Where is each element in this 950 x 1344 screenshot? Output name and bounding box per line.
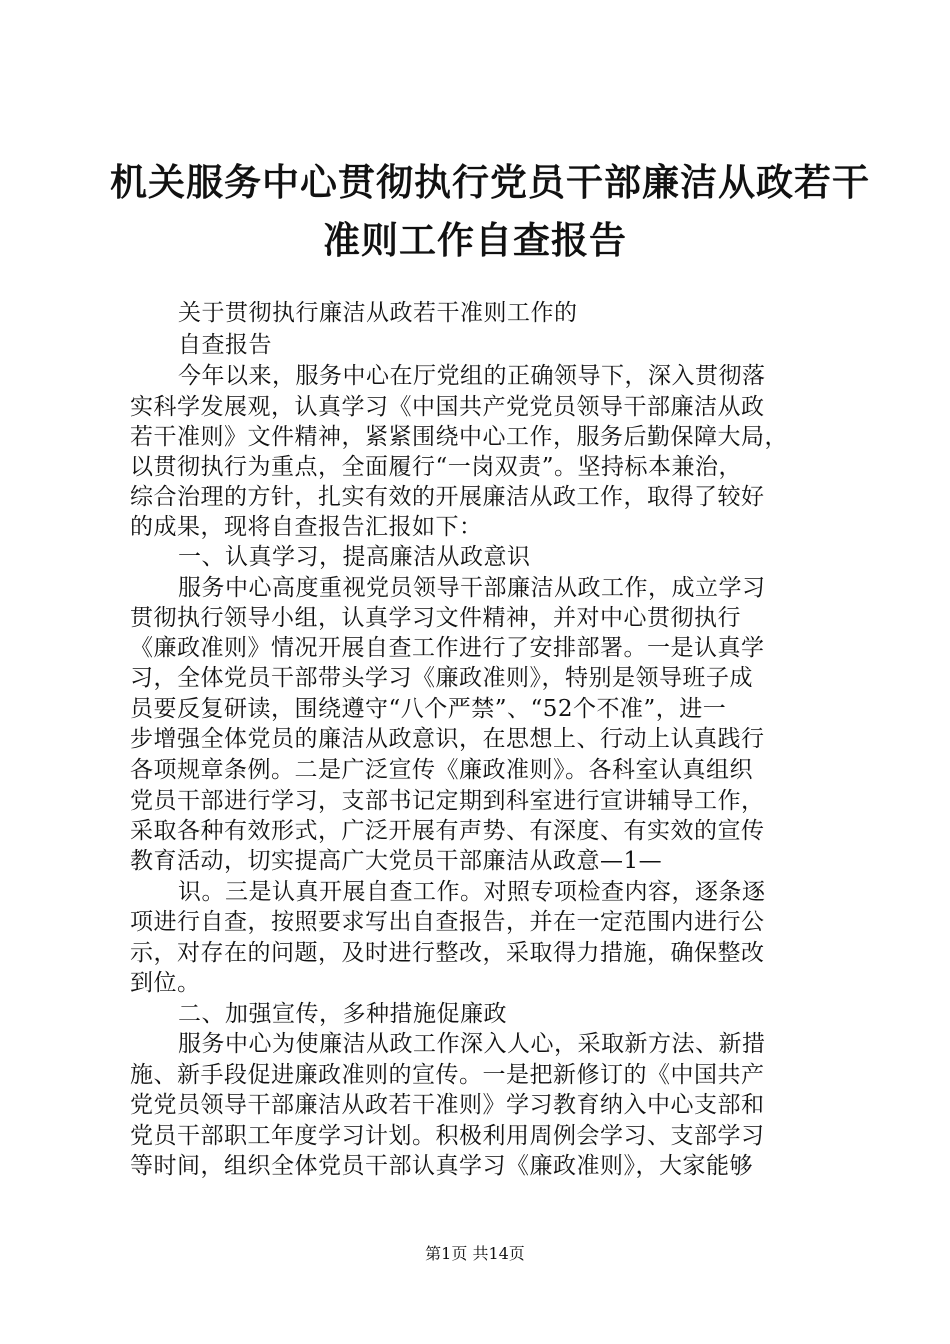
page-number-footer: 第1页 共14页 (425, 1244, 525, 1263)
body-line: 党党员领导干部廉洁从政若干准则》学习教育纳入中心支部和 (130, 1092, 765, 1118)
body-line: 施、新手段促进廉政准则的宣传。一是把新修订的《中国共产 (130, 1062, 765, 1088)
body-line: 步增强全体党员的廉洁从政意识，在思想上、行动上认真践行 (130, 726, 765, 752)
body-line: 以贯彻执行为重点，全面履行“一岗双责”。坚持标本兼治， (130, 454, 743, 480)
body-line: 的成果，现将自查报告汇报如下： (130, 514, 483, 540)
body-line: 综合治理的方针，扎实有效的开展廉洁从政工作，取得了较好 (130, 484, 765, 510)
body-line: 员要反复研读，围绕遵守“八个严禁”、“52个不准”，进一 (130, 696, 727, 722)
body-line: 习，全体党员干部带头学习《廉政准则》，特别是领导班子成 (130, 665, 753, 691)
body-line: 到位。 (130, 970, 201, 996)
body-line: 项进行自查，按照要求写出自查报告，并在一定范围内进行公 (130, 909, 765, 935)
body-line: 示，对存在的问题，及时进行整改，采取得力措施，确保整改 (130, 940, 765, 966)
body-line: 识。三是认真开展自查工作。对照专项检查内容，逐条逐 (178, 879, 766, 905)
section-heading: 一、认真学习，提高廉洁从政意识 (178, 544, 531, 570)
body-line: 各项规章条例。二是广泛宣传《廉政准则》。各科室认真组织 (130, 757, 753, 783)
body-line: 服务中心为使廉洁从政工作深入人心，采取新方法、新措 (178, 1031, 766, 1057)
document-title-line-1: 机关服务中心贯彻执行党员干部廉洁从政若干 (110, 161, 870, 204)
body-line: 采取各种有效形式，广泛开展有声势、有深度、有实效的宣传 (130, 818, 765, 844)
body-line: 实科学发展观，认真学习《中国共产党党员领导干部廉洁从政 (130, 394, 765, 420)
body-line: 《廉政准则》情况开展自查工作进行了安排部署。一是认真学 (130, 635, 765, 661)
body-line: 教育活动，切实提高广大党员干部廉洁从政意—1— (130, 848, 663, 874)
body-line: 今年以来，服务中心在厅党组的正确领导下，深入贯彻落 (178, 363, 766, 389)
body-line: 等时间，组织全体党员干部认真学习《廉政准则》，大家能够 (130, 1153, 753, 1179)
document-title-line-2: 准则工作自查报告 (323, 219, 627, 262)
subtitle-line: 关于贯彻执行廉洁从政若干准则工作的 (178, 300, 578, 326)
body-line: 党员干部职工年度学习计划。积极利用周例会学习、支部学习 (130, 1123, 765, 1149)
body-line: 服务中心高度重视党员领导干部廉洁从政工作，成立学习 (178, 575, 766, 601)
section-heading: 二、加强宣传，多种措施促廉政 (178, 1001, 507, 1027)
body-line: 党员干部进行学习，支部书记定期到科室进行宣讲辅导工作， (130, 788, 765, 814)
body-line: 贯彻执行领导小组，认真学习文件精神，并对中心贯彻执行 (130, 605, 741, 631)
subtitle-line: 自查报告 (178, 332, 272, 358)
body-line: 若干准则》文件精神，紧紧围绕中心工作，服务后勤保障大局， (130, 424, 788, 450)
